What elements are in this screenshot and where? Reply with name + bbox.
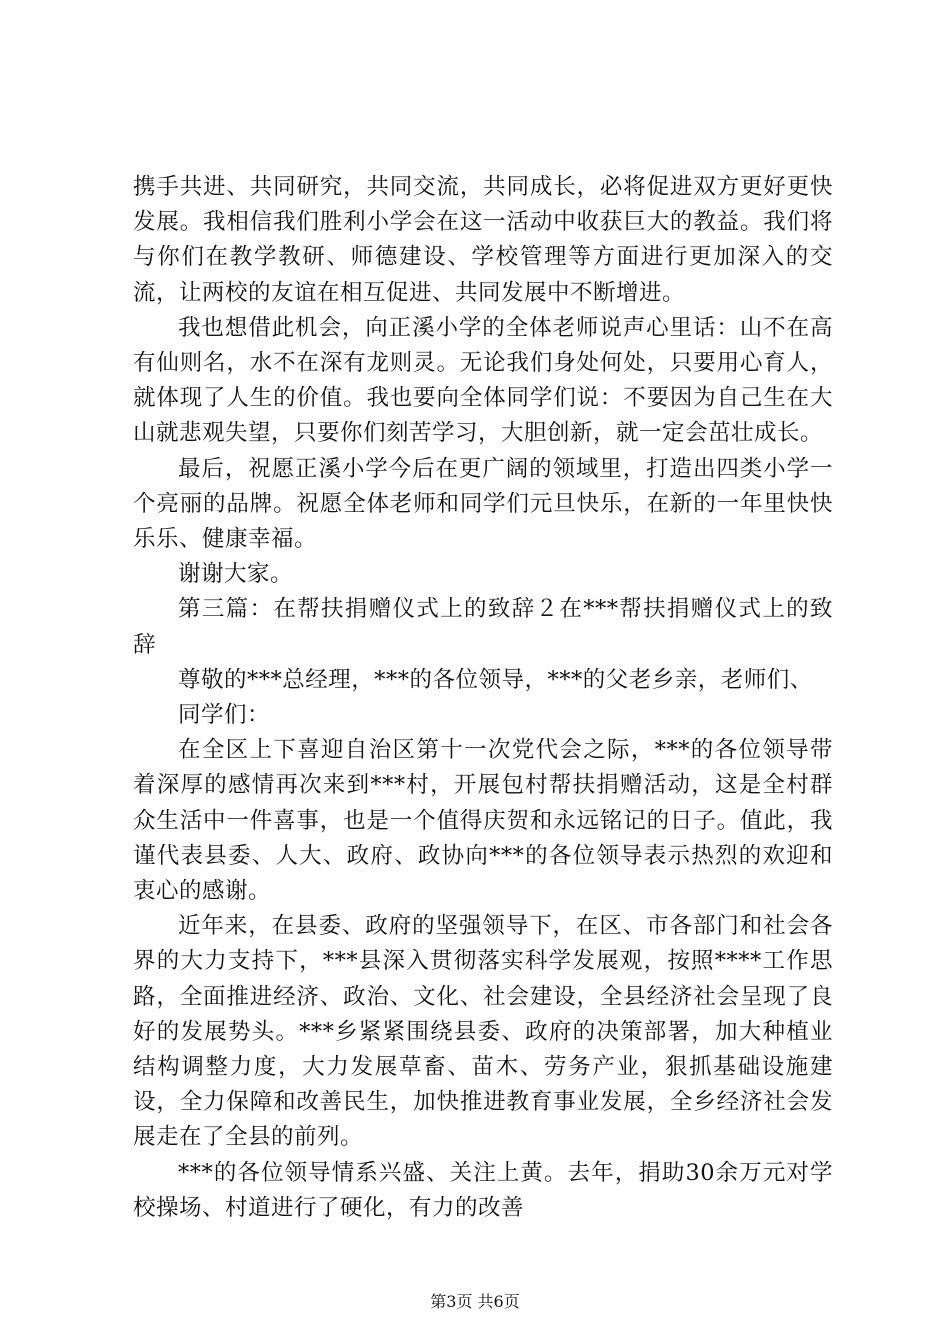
paragraph: 我也想借此机会，向正溪小学的全体老师说声心里话：山不在高有仙则名，水不在深有龙则灵。无论我们身处何处，只要用心育人，就体现了人生的价值。我也要向全体同学们说：不要因为自己生在大山就悲观失望，只要你们刻苦学习，大胆创新，就一定会茁壮成长。 (133, 314, 833, 447)
page-number-footer: 第3页 共6页 (430, 1292, 520, 1311)
paragraph: 在全区上下喜迎自治区第十一次党代会之际，***的各位领导带着深厚的感情再次来到***村，开展包村帮扶捐赠活动，这是全村群众生活中一件喜事，也是一个值得庆贺和永远铭记的日子。值此，我谨代表县委、人大、政府、政协向***的各位领导表示热烈的欢迎和衷心的感谢。 (133, 737, 833, 905)
salutation: 尊敬的***总经理，***的各位领导，***的父老乡亲，老师们、 (178, 666, 813, 693)
salutation-continued: 同学们： (178, 702, 271, 729)
paragraph: 最后，祝愿正溪小学今后在更广阔的领域里，打造出四类小学一个亮丽的品牌。祝愿全体老师和同学们元旦快乐，在新的一年里快快乐乐、健康幸福。 (133, 455, 833, 553)
paragraph: ***的各位领导情系兴盛、关注上黄。去年，捐助30余万元对学校操场、村道进行了硬化，有力的改善 (133, 1159, 833, 1221)
paragraph: 携手共进、共同研究，共同交流，共同成长，必将促进双方更好更快发展。我相信我们胜利小学会在这一活动中收获巨大的教益。我们将与你们在教学教研、师德建设、学校管理等方面进行更加深入的交流，让两校的友谊在相互促进、共同发展中不断增进。 (133, 174, 833, 306)
document-body (133, 170, 833, 1226)
paragraph: 谢谢大家。 (178, 561, 294, 588)
section-heading: 第三篇：在帮扶捐赠仪式上的致辞２在***帮扶捐赠仪式上的致辞 (133, 596, 833, 658)
paragraph: 近年来，在县委、政府的坚强领导下，在区、市各部门和社会各界的大力支持下，***县深入贯彻落实科学发展观，按照****工作思路，全面推进经济、政治、文化、社会建设，全县经济社会呈现了良好的发展势头。***乡紧紧围绕县委、政府的决策部署，加大种植业结构调整力度，大力发展草畜、苗木、劳务产业，狠抓基础设施建设，全力保障和改善民生，加快推进教育事业发展，全乡经济社会发展走在了全县的前列。 (133, 913, 833, 1151)
